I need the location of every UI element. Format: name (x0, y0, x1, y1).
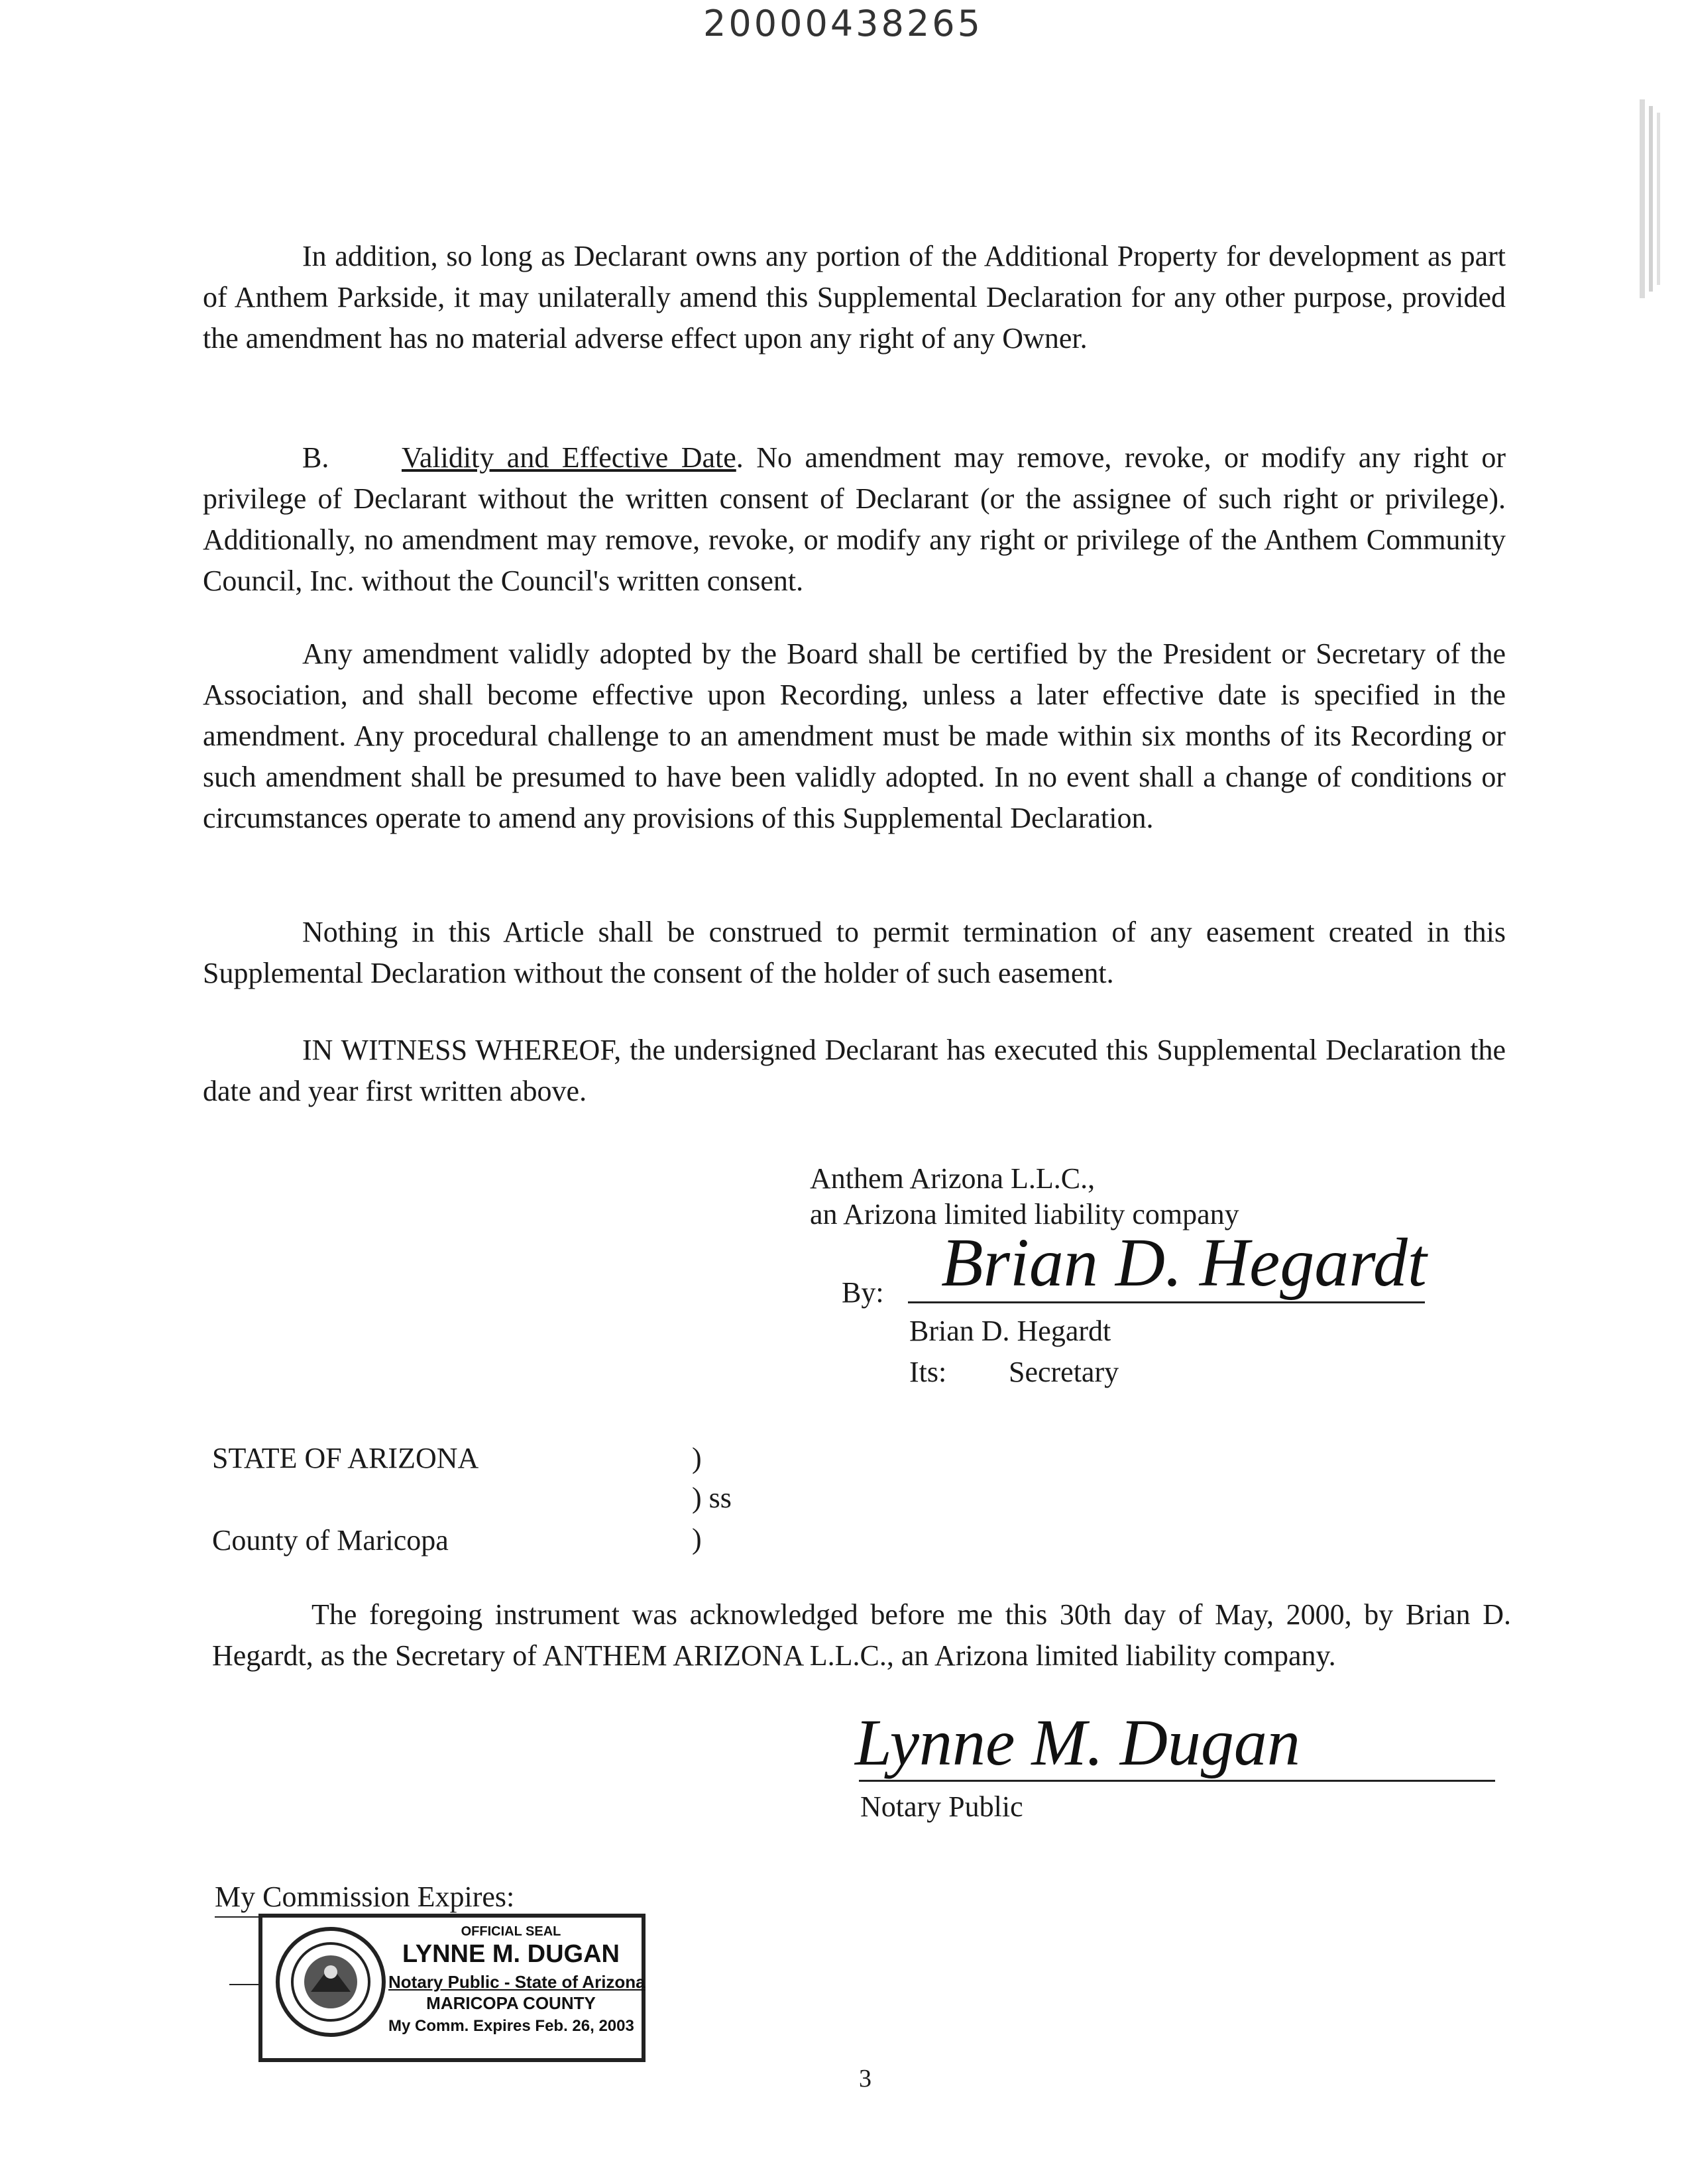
paragraph-amendment-purpose (203, 236, 1506, 359)
paragraph-validity (203, 437, 1506, 602)
paragraph-text: The foregoing instrument was acknowledged before me this 30th day of May, 2000, by Brian D. Hegardt, as the Secretary of ANTHEM ARIZONA L.L.C., an Arizona limited liability company. (212, 1598, 1511, 1672)
paragraph-easement (203, 912, 1506, 994)
signer-title: Secretary (1009, 1356, 1119, 1388)
notary-signature: Lynne M. Dugan (855, 1706, 1300, 1779)
paragraph-text: In addition, so long as Declarant owns any portion of the Additional Property for development as part of Anthem Parkside, it may unilaterally amend this Supplemental Declaration for any other purpose, provided the amendment has no material adverse effect upon any right of any Owner. (203, 240, 1506, 355)
seal-name: LYNNE M. DUGAN (402, 1940, 620, 1968)
seal-county: MARICOPA COUNTY (426, 1993, 596, 2013)
section-heading: Validity and Effective Date (402, 441, 736, 474)
paragraph-text: Any amendment validly adopted by the Board shall be certified by the President or Secretary of the Association, and shall become effective upon Recording, unless a later effective date is specified in the amendment. Any procedural challenge to an amendment must be made within six months of its Recording or such amendment shall be presumed to have been validly adopted. In no event shall a change of conditions or circumstances operate to amend any provisions of this Supplemental Declaration. (203, 637, 1506, 834)
by-label: By: (842, 1276, 884, 1309)
signer-name: Brian D. Hegardt (909, 1315, 1111, 1347)
notary-title: Notary Public (860, 1790, 1023, 1823)
paragraph-text: . No amendment may remove, revoke, or modify any right or privilege of Declarant without the written consent of Declarant (or the assignee of such right or privilege). Additionally, no amendment may remove, revoke, or modify any right or privilege of the Anthem Community Council, Inc. without the Council's written consent. (203, 441, 1506, 597)
document-number: 20000438265 (703, 3, 983, 44)
paragraph-acknowledgment (212, 1594, 1511, 1676)
notary-seal-stamp (258, 1914, 646, 2062)
venue-paren-bottom: ) (692, 1523, 702, 1555)
venue-paren-top: ) (692, 1442, 702, 1474)
declarant-signature: Brian D. Hegardt (941, 1225, 1427, 1301)
venue-county: County of Maricopa (212, 1524, 449, 1556)
its-label: Its: (909, 1356, 947, 1388)
company-name: Anthem Arizona L.L.C., (810, 1162, 1096, 1195)
state-seal-icon (274, 1926, 387, 2038)
seal-state: Notary Public - State of Arizona (388, 1972, 646, 1992)
section-label: B. (302, 441, 329, 474)
seal-expiry: My Comm. Expires Feb. 26, 2003 (388, 2017, 634, 2035)
paragraph-text: IN WITNESS WHEREOF, the undersigned Declarant has executed this Supplemental Declaration the date and year first written above. (203, 1034, 1506, 1107)
paragraph-text: Nothing in this Article shall be construed to permit termination of any easement created in this Supplemental Declaration without the consent of the holder of such easement. (203, 916, 1506, 989)
commission-label: My Commission Expires: (215, 1881, 515, 1913)
paragraph-witness (203, 1030, 1506, 1112)
company-description: an Arizona limited liability company (810, 1198, 1239, 1230)
page-number: 3 (859, 2065, 871, 2093)
seal-left-line (229, 1984, 262, 1985)
seal-heading: OFFICIAL SEAL (461, 1924, 561, 1939)
scan-marks-icon (1633, 93, 1673, 305)
venue-state: STATE OF ARIZONA (212, 1442, 479, 1474)
paragraph-amendment-certification (203, 633, 1506, 839)
venue-paren-ss: ) ss (692, 1482, 732, 1514)
